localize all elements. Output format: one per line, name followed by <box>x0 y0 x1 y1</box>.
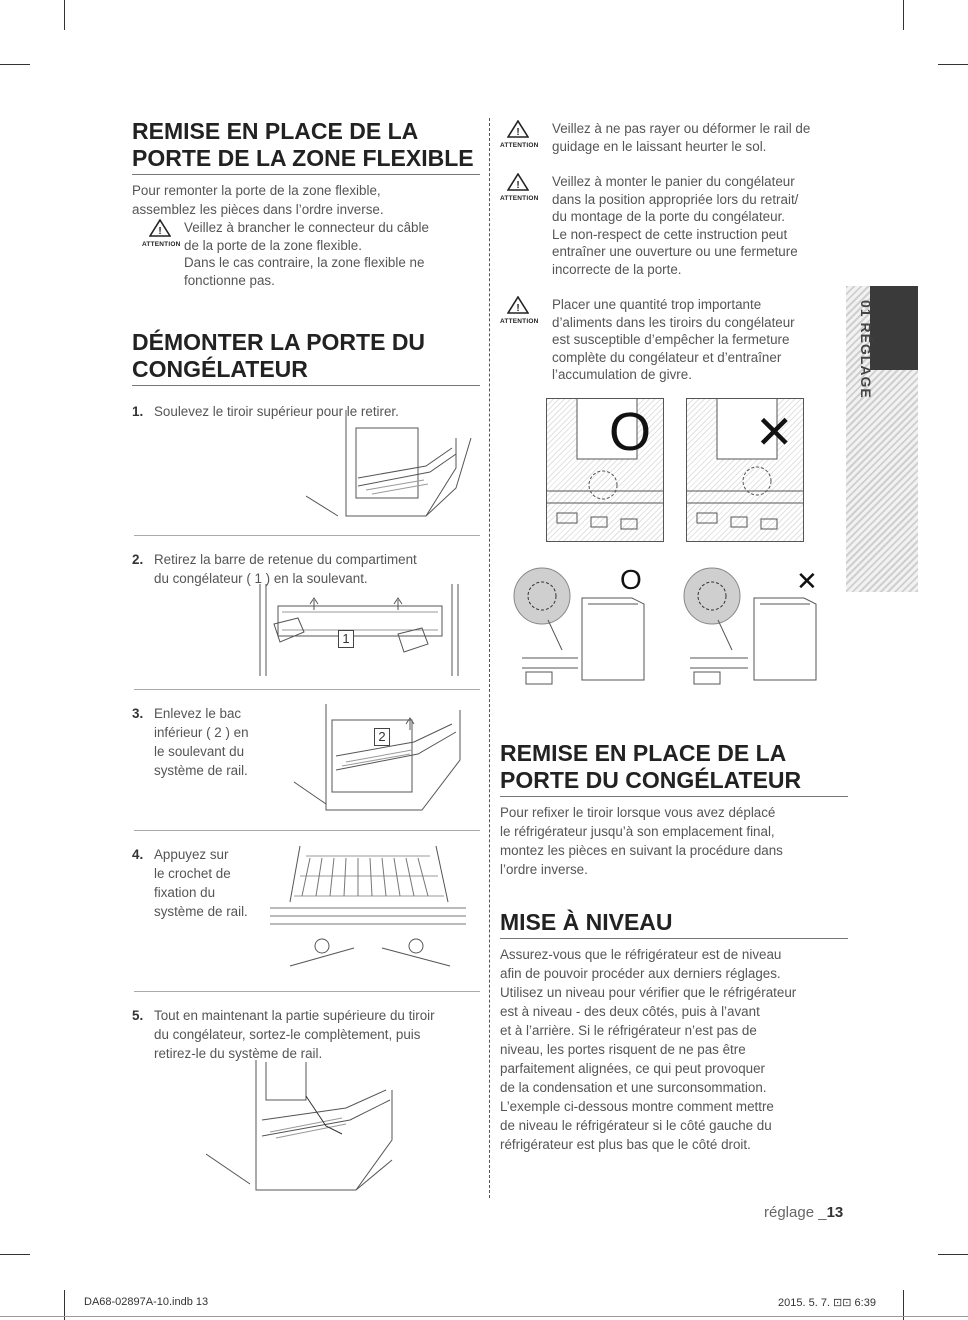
footer-rule <box>0 1316 968 1317</box>
warning-rail-guide <box>500 120 848 155</box>
crop-mark <box>903 0 904 30</box>
callout-1: 1 <box>338 630 354 648</box>
warning-line: fonctionne pas. <box>184 272 275 288</box>
title-line: DÉMONTER LA PORTE DU <box>132 329 426 355</box>
warning-label: ATTENTION <box>142 241 181 248</box>
step-2 <box>132 550 480 588</box>
step-number: 2. <box>132 552 144 567</box>
body-line: l’ordre inverse. <box>500 862 588 877</box>
mark-correct: O <box>620 564 642 595</box>
warning-line: de la porte de la zone flexible. <box>184 237 362 253</box>
step-text: Retirez la barre de retenue du compartiment <box>154 552 417 567</box>
section-reinstall-freezer-door <box>500 740 848 1154</box>
title-line: REMISE EN PLACE DE LA <box>500 740 787 766</box>
title-line: PORTE DU CONGÉLATEUR <box>500 767 802 793</box>
step-separator <box>134 689 480 690</box>
chapter-tab <box>846 286 918 592</box>
warning-line: dans la position appropriée lors du retrait/ <box>552 191 799 207</box>
right-column <box>500 118 848 384</box>
warning-icon <box>142 219 181 254</box>
title-line: CONGÉLATEUR <box>132 356 308 382</box>
section-title-reinstall-freezer-door <box>500 740 848 797</box>
page-number-value: 13 <box>826 1204 844 1221</box>
warning-line: Dans le cas contraire, la zone flexible ne <box>184 255 425 270</box>
illustration-basket-correct <box>546 398 664 542</box>
warning-icon <box>500 173 539 208</box>
warning-flex-connector <box>132 219 480 289</box>
crop-mark <box>64 0 65 30</box>
warning-label: ATTENTION <box>500 142 539 149</box>
section-title-leveling <box>500 909 848 939</box>
step-text: Soulevez le tiroir supérieur pour le retirer. <box>154 404 399 419</box>
body-line: est à niveau - des deux côtés, puis à l’avant <box>500 1004 760 1019</box>
body-line: de niveau le réfrigérateur si le côté gauche du <box>500 1118 772 1133</box>
warning-line: l’accumulation de givre. <box>552 367 692 382</box>
body-line: et à l’arrière. Si le réfrigérateur n’est pas de <box>500 1023 757 1038</box>
illustration-remove-drawer <box>206 1060 396 1206</box>
crop-mark <box>0 1254 30 1255</box>
left-column <box>132 118 480 392</box>
warning-line: entraîner une ouverture ou une fermeture <box>552 244 798 259</box>
svg-text:!: ! <box>158 226 162 237</box>
illustration-rail-hook <box>270 836 466 972</box>
step-number: 3. <box>132 706 144 721</box>
title-line: MISE À NIVEAU <box>500 909 673 935</box>
body-line: Assurez-vous que le réfrigérateur est de niveau <box>500 947 782 962</box>
column-divider <box>489 118 490 1198</box>
illustration-retaining-bar <box>258 584 468 680</box>
body-line: Pour refixer le tiroir lorsque vous avez déplacé <box>500 805 776 820</box>
warning-line: Veillez à brancher le connecteur du câble <box>184 220 429 235</box>
illustration-remove-top-drawer <box>306 408 476 526</box>
body-line: Utilisez un niveau pour vérifier que le réfrigérateur <box>500 985 797 1000</box>
step-text: Enlevez le bac <box>154 706 242 721</box>
illustration-lower-bin <box>292 700 472 818</box>
footer-timestamp: 2015. 5. 7. ⊡⊡ 6:39 <box>778 1297 876 1309</box>
step-3 <box>132 704 302 780</box>
section-title-remove-freezer-door <box>132 329 480 386</box>
step-text: système de rail. <box>154 904 248 919</box>
page-number <box>764 1204 843 1221</box>
step-text: inférieur ( 2 ) en <box>154 725 249 740</box>
warning-line: complète du congélateur et d’entraîner <box>552 349 782 365</box>
warning-line: est susceptible d’empêcher la fermeture <box>552 332 790 347</box>
section-title-flex-door <box>132 118 480 175</box>
warning-line: Le non-respect de cette instruction peut <box>552 226 788 242</box>
title-line: REMISE EN PLACE DE LA <box>132 118 419 144</box>
chapter-tab-dark <box>870 286 918 370</box>
leveling-body <box>500 945 848 1154</box>
warning-basket-position <box>500 173 848 278</box>
step-text: système de rail. <box>154 763 248 778</box>
step-number: 4. <box>132 847 144 862</box>
step-text: le soulevant du <box>154 744 245 759</box>
warning-line: d’aliments dans les tiroirs du congélateur <box>552 314 795 330</box>
body-line: assemblez les pièces dans l’ordre inverse. <box>132 202 384 217</box>
footer-file-name: DA68-02897A-10.indb 13 <box>84 1296 209 1308</box>
reinstall-body <box>500 803 848 879</box>
svg-text:!: ! <box>516 303 520 314</box>
svg-text:!: ! <box>516 127 520 138</box>
callout-2: 2 <box>374 728 390 746</box>
warning-icon <box>500 120 539 155</box>
step-5 <box>132 1006 480 1063</box>
warning-line: incorrecte de la porte. <box>552 261 682 277</box>
step-separator <box>134 830 480 831</box>
title-line: PORTE DE LA ZONE FLEXIBLE <box>132 145 474 171</box>
body-line: niveau, les portes risquent de ne pas être <box>500 1042 746 1057</box>
warning-label: ATTENTION <box>500 195 539 202</box>
mark-correct: O <box>609 402 652 462</box>
page-label-text: réglage _ <box>764 1204 827 1221</box>
illustration-basket-incorrect <box>686 398 804 542</box>
body-line: réfrigérateur est plus bas que le côté droit. <box>500 1137 751 1152</box>
warning-label: ATTENTION <box>500 318 539 325</box>
warning-line: Veillez à monter le panier du congélateur <box>552 174 795 189</box>
step-separator <box>134 535 480 536</box>
warning-line: Veillez à ne pas rayer ou déformer le rail de <box>552 121 811 136</box>
step-text: du congélateur, sortez-le complètement, puis <box>154 1027 421 1042</box>
body-line: L’exemple ci-dessous montre comment mettre <box>500 1099 774 1114</box>
step-text: Appuyez sur <box>154 847 229 862</box>
body-line: le réfrigérateur jusqu’à son emplacement final, <box>500 824 775 839</box>
step-text: du congélateur ( 1 ) en la soulevant. <box>154 571 368 586</box>
crop-mark <box>938 64 968 65</box>
flex-door-body <box>132 181 480 219</box>
step-number: 1. <box>132 404 144 419</box>
warning-line: guidage en le laissant heurter le sol. <box>552 138 767 154</box>
warning-icon <box>500 296 539 331</box>
illustration-door-incorrect <box>676 560 826 690</box>
body-line: parfaitement alignées, ce qui peut provoquer <box>500 1061 766 1076</box>
mark-incorrect: ✕ <box>796 566 818 596</box>
step-separator <box>134 991 480 992</box>
svg-text:!: ! <box>516 180 520 191</box>
warning-line: du montage de la porte du congélateur. <box>552 209 786 224</box>
step-text: fixation du <box>154 885 216 900</box>
body-line: montez les pièces en suivant la procédure dans <box>500 843 783 858</box>
crop-mark <box>938 1254 968 1255</box>
illustration-door-correct <box>512 560 662 690</box>
warning-line: Placer une quantité trop importante <box>552 297 762 312</box>
warning-overload <box>500 296 848 384</box>
crop-mark <box>0 64 30 65</box>
step-text: le crochet de <box>154 866 231 881</box>
body-line: de la condensation et une surconsommation. <box>500 1080 767 1095</box>
step-text: Tout en maintenant la partie supérieure du tiroir <box>154 1008 435 1023</box>
body-line: afin de pouvoir procéder aux derniers réglages. <box>500 966 781 981</box>
step-text: retirez-le du système de rail. <box>154 1046 323 1061</box>
mark-incorrect: ✕ <box>755 406 794 458</box>
step-number: 5. <box>132 1008 144 1023</box>
body-line: Pour remonter la porte de la zone flexible, <box>132 183 381 198</box>
chapter-tab-label: 01 RÉGLAGE <box>858 300 874 399</box>
